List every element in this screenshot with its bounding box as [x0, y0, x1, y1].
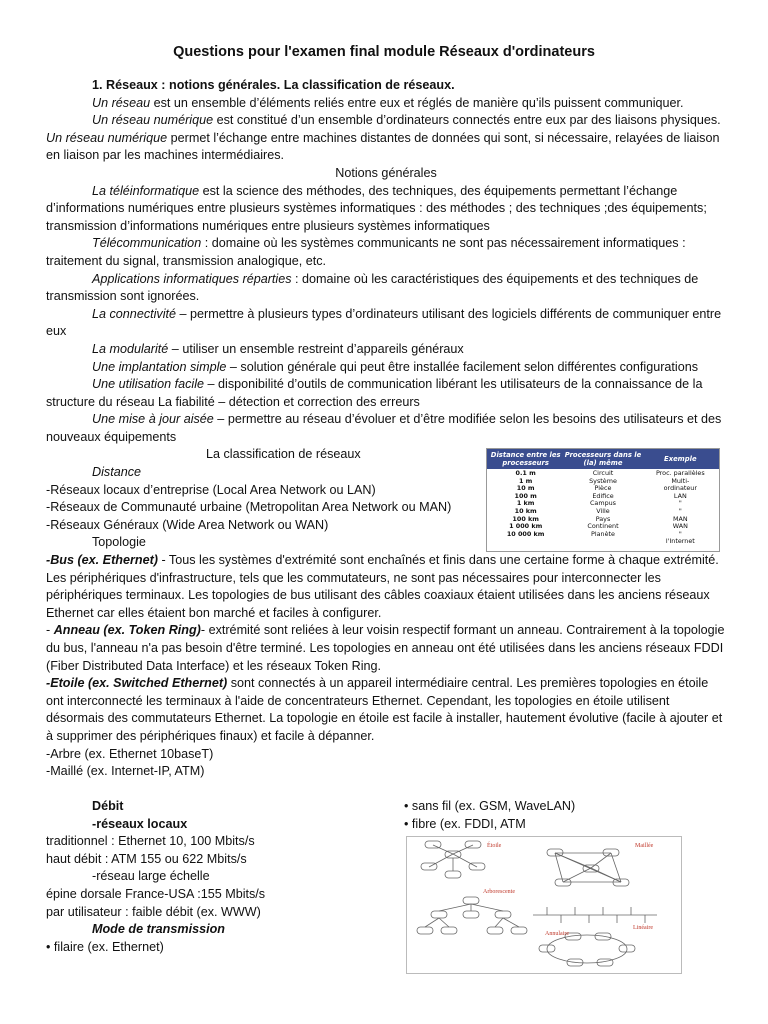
subheading-topologie: Topologie — [92, 535, 146, 550]
text: – utiliser un ensemble restreint d’appareils généraux — [168, 341, 464, 356]
paragraph-applications — [46, 271, 726, 306]
paragraph-bus — [46, 552, 726, 622]
term: Une implantation simple — [92, 359, 227, 374]
text: – permettre au réseau d’évoluer et d’être modifiée selon les besoins des utilisateurs et des nouveaux équipements — [46, 412, 722, 444]
list-item-filaire: • filaire (ex. Ethernet) — [46, 939, 164, 954]
list-item-epine: épine dorsale France-USA :155 Mbits/s — [46, 886, 266, 901]
text: - — [46, 623, 54, 638]
topo-label-annulaire: Annulaire — [545, 931, 569, 937]
list-item-wan: -Réseaux Généraux (Wide Area Network ou WAN) — [46, 517, 329, 532]
text: - extrémité sont reliées à leur voisin respectif formant un anneau. Contrairement à la topologie du bus, l'anneau n'a pas besoin d'être terminé. Les topologies en anneau ont été utilisées dans les anciens réseaux FDDI (Fiber Distributed Data Interface) et les réseaux Token Ring. — [46, 623, 725, 673]
paragraph-reseau — [46, 95, 726, 113]
term: La téléinformatique — [92, 183, 200, 198]
term: Télécommunication — [92, 236, 202, 251]
topo-label-maillee: Maillée — [635, 843, 654, 849]
topo-label-arborescente: Arborescente — [483, 889, 515, 895]
table-cell: Campus — [589, 499, 617, 508]
table-cell: 0.1 m — [515, 469, 536, 477]
subheading-large-echelle: -réseau large échelle — [92, 869, 210, 884]
lower-left-column — [46, 798, 376, 956]
subheading-mode: Mode de transmission — [92, 922, 225, 937]
lower-right-column — [404, 798, 704, 833]
page-title: Questions pour l'examen final module Réseaux d'ordinateurs — [173, 44, 595, 60]
table-header — [487, 449, 719, 469]
topo-label-lineaire: Linéaire — [633, 925, 653, 931]
table-cell: 100 km — [512, 514, 539, 523]
term: Un réseau numérique — [92, 113, 214, 128]
term: La modularité — [92, 341, 169, 356]
text: - Tous les systèmes d'extrémité sont enchaînés et finis dans une certaine forme à chaque extrémité. Les périphériques d'infrastructure, tels que les commutateurs, ne sont pas nécessaires pour interconnecter les périphériques terminaux. Les topologies de bus utilisant des câbles coaxiaux étaient utilisées dans les anciens réseaux Ethernet car elles étaient bon marché et faciles à configurer. — [46, 553, 719, 620]
table-cell: Ville — [596, 506, 610, 515]
list-item-traditionnel: traditionnel : Ethernet 10, 100 Mbits/s — [46, 834, 255, 849]
table-cell: Edifice — [592, 491, 614, 500]
table-cell: Circuit — [592, 469, 614, 477]
paragraph-reseau-numerique — [46, 112, 726, 165]
list-item-lan: -Réseaux locaux d’entreprise (Local Area Network ou LAN) — [46, 482, 376, 497]
list-item-haut-debit: haut débit : ATM 155 ou 622 Mbits/s — [46, 851, 247, 866]
text: – solution générale qui peut être installée facilement selon différentes configurations — [226, 359, 699, 374]
paragraph-utilisation — [46, 376, 726, 411]
list-item-arbre: -Arbre (ex. Ethernet 10baseT) — [46, 746, 214, 761]
list-item-maille: -Maillé (ex. Internet-IP, ATM) — [46, 764, 205, 779]
paragraph-modularite — [46, 341, 726, 359]
paragraph-mise-a-jour — [46, 411, 724, 446]
text: – permettre à plusieurs types d’ordinateurs utilisant des logiciels différents de communiquer entre eux — [46, 306, 722, 339]
text: est la science des méthodes, des techniques, des équipements permettant l’échange d’informations numériques entre plusieurs systèmes informatiques : des méthodes ; des techniques ;des équipements; transmission d’informations numériques entre plusieurs systèmes informatiques — [46, 183, 707, 233]
table-cell: " — [678, 506, 682, 515]
table-cell: Pays — [595, 514, 611, 523]
table-col-lieu — [564, 470, 641, 546]
topologies-figure — [406, 836, 682, 974]
list-item-man: -Réseaux de Communauté urbaine (Metropolitan Area Network ou MAN) — [46, 500, 452, 515]
paragraph-anneau — [46, 622, 726, 675]
term: -Bus (ex. Ethernet) — [46, 553, 158, 568]
table-cell: " — [678, 499, 682, 508]
table-cell: Système — [589, 476, 617, 485]
table-col-exemple — [642, 470, 719, 546]
table-cell: l'Internet — [665, 537, 695, 546]
table-cell: LAN — [673, 491, 687, 500]
subheading-notions: Notions générales — [335, 165, 437, 180]
text: : domaine où les systèmes communicants ne sont pas nécessairement informatiques : traitement du signal, transmission analogique, etc. — [46, 236, 686, 268]
subheading-debit: Débit — [92, 799, 124, 813]
paragraph-teleinformatique — [46, 183, 726, 236]
table-col-distance — [487, 470, 564, 546]
distance-table-image — [486, 448, 720, 552]
paragraph-implantation — [46, 359, 726, 377]
table-cell: 1 m — [518, 476, 533, 485]
document-body — [46, 77, 726, 781]
list-item-fibre: • fibre (ex. FDDI, ATM — [404, 816, 526, 831]
term: Une mise à jour aisée — [92, 412, 214, 427]
table-cell: 10 m — [516, 484, 535, 493]
table-cell: " — [678, 529, 682, 538]
table-cell: Multi- — [671, 476, 690, 485]
list-item-par-utilisateur: par utilisateur : faible débit (ex. WWW) — [46, 904, 261, 919]
term: -Etoile (ex. Switched Ethernet) — [46, 676, 228, 691]
term: Applications informatiques réparties — [92, 271, 292, 286]
text: – disponibilité d’outils de communication libérant les utilisateurs de la connaissance de la structure du réseau La fiabilité – détection et correction des erreurs — [46, 377, 703, 409]
table-cell: 1 km — [516, 499, 535, 508]
subheading-distance: Distance — [92, 465, 141, 480]
term: Un réseau — [92, 95, 151, 110]
list-item-sans-fil: • sans fil (ex. GSM, WaveLAN) — [404, 799, 576, 813]
table-cell: 10 000 km — [506, 529, 545, 538]
subheading-reseaux-locaux: -réseaux locaux — [92, 816, 188, 831]
table-cell: WAN — [672, 522, 688, 531]
table-cell: Pièce — [594, 484, 612, 493]
table-body — [487, 469, 719, 546]
table-header-cell: Distance entre les processeurs — [490, 451, 561, 467]
table-cell: ordinateur — [663, 484, 697, 493]
topologies-diagram — [407, 837, 681, 973]
table-cell: MAN — [672, 514, 688, 523]
term: Une utilisation facile — [92, 377, 205, 392]
table-cell: 10 km — [514, 506, 537, 515]
paragraph-telecommunication — [46, 235, 726, 270]
table-header-cell: Exemple — [664, 455, 697, 463]
topo-label-etoile: Étoile — [487, 843, 502, 849]
paragraph-connectivite — [46, 306, 726, 341]
term: Anneau (ex. Token Ring) — [53, 623, 201, 638]
table-cell: 1 000 km — [509, 522, 543, 531]
term: La connectivité — [92, 306, 177, 321]
table-cell: Continent — [587, 522, 619, 531]
text: : domaine où les caractéristiques des équipements et des techniques de transmission sont ignorées. — [46, 271, 699, 304]
table-cell: Proc. parallèles — [655, 469, 705, 477]
text: permet l’échange entre machines distantes de données qui sont, si nécessaire, relayées de liaison en liaison par les machines intermédiaires. — [46, 130, 720, 163]
term: Un réseau numérique — [46, 130, 168, 145]
section-heading: 1. Réseaux : notions générales. La classification de réseaux. — [92, 78, 455, 92]
text: est constitué d’un ensemble d’ordinateurs connectés entre eux par des liaisons physiques. — [213, 113, 721, 128]
table-cell: 100 m — [514, 491, 537, 500]
table-cell: Planète — [591, 529, 615, 538]
text: est un ensemble d’éléments reliés entre eux et réglés de manière qu’ils puissent communiquer. — [150, 95, 684, 110]
table-header-cell: Processeurs dans le (la) même — [564, 451, 642, 467]
subheading-classification: La classification de réseaux — [206, 447, 361, 462]
paragraph-etoile — [46, 675, 726, 745]
text: sont connectés à un appareil intermédiaire central. Les premières topologies en étoile ont interconnecté les terminaux à l'aide de concentrateurs Ethernet. Cependant, les topologies en étoile utilisent désormais des commutateurs Ethernet. La topologie en étoile est facile à installer, hautement évolutive (facile à ajouter et à supprimer des périphériques finaux) et facile à dépanner. — [46, 676, 723, 743]
